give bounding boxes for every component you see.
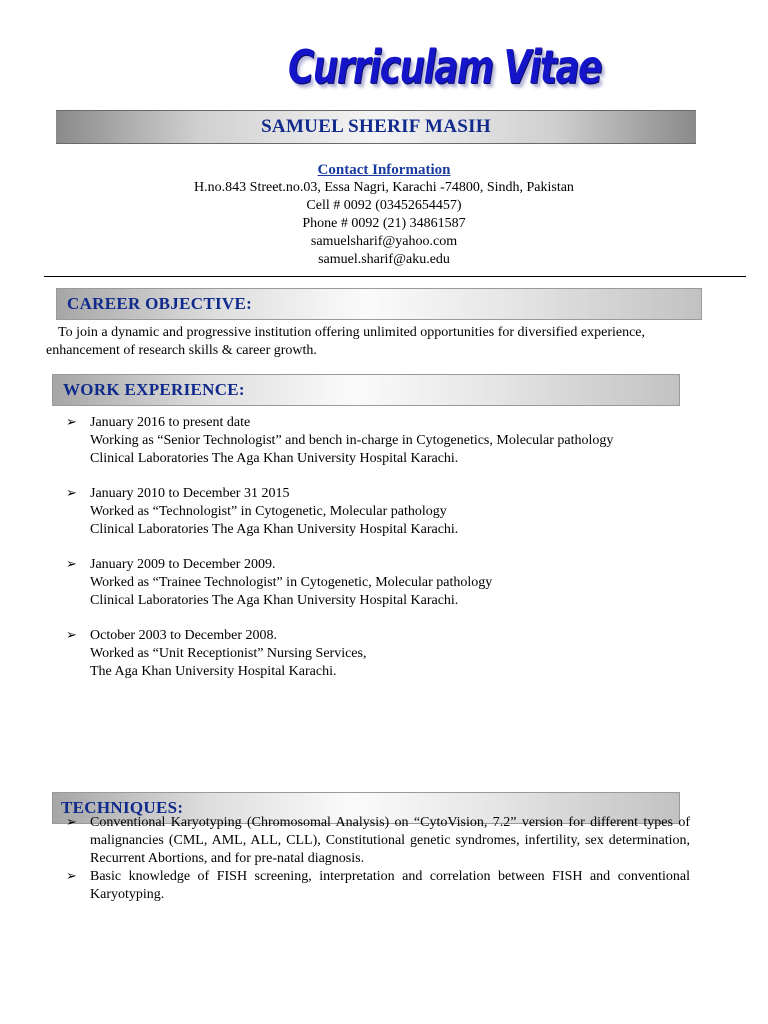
career-objective-line-2: enhancement of research skills & career growth.: [46, 343, 317, 358]
work-entry-role: Worked as “Trainee Technologist” in Cytogenetic, Molecular pathology: [90, 575, 493, 590]
techniques-list: [66, 814, 690, 904]
document-title: Curriculam Vitae: [288, 40, 601, 94]
work-entry-date: January 2016 to present date: [90, 415, 251, 430]
contact-phone: Phone # 0092 (21) 34861587: [302, 216, 466, 231]
work-entry: [66, 414, 613, 468]
work-experience-heading: WORK EXPERIENCE:: [63, 380, 245, 399]
arrow-bullet-icon: ➢: [66, 415, 77, 430]
work-entry-date: January 2010 to December 31 2015: [90, 486, 290, 501]
work-entry-place: Clinical Laboratories The Aga Khan University Hospital Karachi.: [90, 593, 459, 608]
technique-item: [66, 868, 690, 904]
technique-text: Basic knowledge of FISH screening, interpretation and correlation between FISH and conventional Karyotyping.: [90, 869, 690, 902]
work-experience-header: [52, 374, 680, 406]
contact-email-aku: samuel.sharif@aku.edu: [318, 252, 450, 267]
techniques-heading: TECHNIQUES:: [61, 798, 184, 817]
technique-item: [66, 814, 690, 868]
work-entry-role: Worked as “Technologist” in Cytogenetic, Molecular pathology: [90, 504, 447, 519]
work-entry-role: Working as “Senior Technologist” and bench in-charge in Cytogenetics, Molecular pathology: [90, 433, 614, 448]
career-objective-text: [46, 324, 696, 360]
work-entry-place: Clinical Laboratories The Aga Khan University Hospital Karachi.: [90, 522, 459, 537]
contact-address: H.no.843 Street.no.03, Essa Nagri, Karachi -74800, Sindh, Pakistan: [194, 180, 574, 195]
contact-cell: Cell # 0092 (03452654457): [306, 198, 462, 213]
arrow-bullet-icon: ➢: [66, 486, 77, 501]
career-objective-header: [56, 288, 702, 320]
contact-block: [0, 161, 768, 269]
work-entry: [66, 556, 492, 610]
work-entry-role: Worked as “Unit Receptionist” Nursing Services,: [90, 646, 367, 661]
name-banner: [56, 110, 696, 144]
career-objective-line-1: To join a dynamic and progressive institution offering unlimited opportunities for diversified experience,: [58, 325, 646, 340]
career-objective-heading: CAREER OBJECTIVE:: [67, 294, 253, 313]
work-entry-date: January 2009 to December 2009.: [90, 557, 276, 572]
arrow-bullet-icon: ➢: [66, 557, 77, 572]
arrow-bullet-icon: ➢: [66, 869, 77, 884]
arrow-bullet-icon: ➢: [66, 815, 77, 830]
divider-line: [44, 276, 746, 277]
contact-email-yahoo: samuelsharif@yahoo.com: [310, 234, 458, 249]
work-entry: [66, 627, 366, 681]
technique-text: Conventional Karyotyping (Chromosomal Analysis) on “CytoVision, 7.2” version for different types of malignancies (CML, AML, ALL, CLL), Constitutional genetic syndromes, infertility, sex determination, Recurrent Abortions, and for pre-natal diagnosis.: [90, 815, 690, 866]
work-entry-place: Clinical Laboratories The Aga Khan University Hospital Karachi.: [90, 451, 459, 466]
arrow-bullet-icon: ➢: [66, 628, 77, 643]
work-entry: [66, 485, 458, 539]
work-entry-date: October 2003 to December 2008.: [90, 628, 277, 643]
work-entry-place: The Aga Khan University Hospital Karachi.: [90, 664, 337, 679]
contact-heading: Contact Information: [317, 162, 451, 178]
candidate-name: SAMUEL SHERIF MASIH: [261, 116, 491, 137]
